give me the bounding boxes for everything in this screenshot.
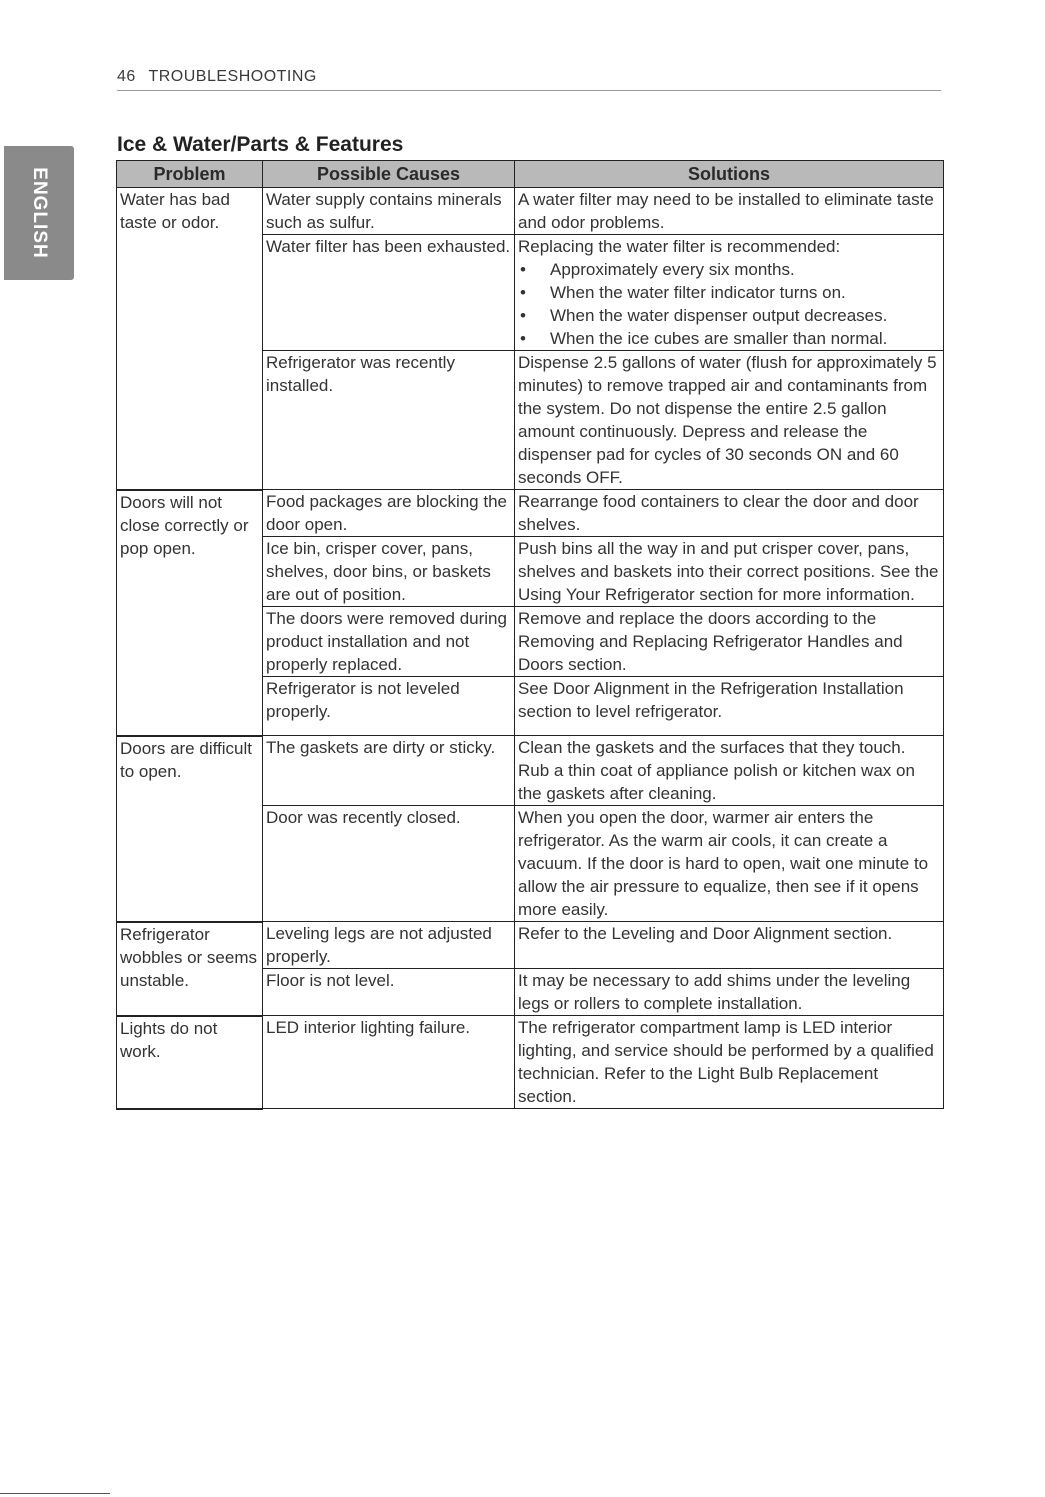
solution-cell [515, 235, 944, 351]
solution-cell: See Door Alignment in the Refrigeration Installation section to level refrigerator. [515, 677, 944, 736]
footer-rule [0, 1493, 110, 1494]
cause-cell: Refrigerator was recently installed. [263, 351, 515, 490]
column-header-causes: Possible Causes [263, 161, 515, 188]
solution-cell: Remove and replace the doors according to the Removing and Replacing Refrigerator Handles and Doors section. [515, 607, 944, 677]
problem-cell: Lights do not work. [117, 1016, 263, 1109]
bullet-item [518, 281, 941, 304]
table-row [117, 188, 944, 235]
cause-cell: Food packages are blocking the door open. [263, 490, 515, 537]
section-name: TROUBLESHOOTING [148, 68, 317, 85]
bullet-item [518, 258, 941, 281]
cause-cell: LED interior lighting failure. [263, 1016, 515, 1109]
solution-cell: Clean the gaskets and the surfaces that they touch. Rub a thin coat of appliance polish or kitchen wax on the gaskets after cleaning. [515, 736, 944, 806]
solution-intro: Replacing the water filter is recommended: [518, 237, 841, 256]
problem-cell: Water has bad taste or odor. [117, 188, 263, 490]
solution-cell: A water filter may need to be installed to eliminate taste and odor problems. [515, 188, 944, 235]
language-tab-label: ENGLISH [29, 167, 50, 259]
cause-cell: Floor is not level. [263, 969, 515, 1016]
bullet-icon: • [520, 260, 526, 279]
solution-cell: It may be necessary to add shims under the leveling legs or rollers to complete installation. [515, 969, 944, 1016]
problem-cell: Refrigerator wobbles or seems unstable. [117, 922, 263, 1016]
bullet-item [518, 327, 941, 350]
table-row [117, 1016, 944, 1109]
bullet-icon: • [520, 306, 526, 325]
bullet-icon: • [520, 329, 526, 348]
solution-cell: Push bins all the way in and put crisper cover, pans, shelves and baskets into their correct positions. See the Using Your Refrigerator section for more information. [515, 537, 944, 607]
column-header-solutions: Solutions [515, 161, 944, 188]
solution-cell: When you open the door, warmer air enters the refrigerator. As the warm air cools, it can create a vacuum. If the door is hard to open, wait one minute to allow the air pressure to equalize, then see if it opens more easily. [515, 806, 944, 922]
cause-cell: The gaskets are dirty or sticky. [263, 736, 515, 806]
bullet-item [518, 304, 941, 327]
solution-cell: The refrigerator compartment lamp is LED interior lighting, and service should be performed by a qualified technician. Refer to the Light Bulb Replacement section. [515, 1016, 944, 1109]
table-row [117, 736, 944, 806]
solution-cell: Dispense 2.5 gallons of water (flush for approximately 5 minutes) to remove trapped air and contaminants from the system. Do not dispense the entire 2.5 gallon amount continuously. Depress and release the dispenser pad for cycles of 30 seconds ON and 60 seconds OFF. [515, 351, 944, 490]
cause-cell: Water filter has been exhausted. [263, 235, 515, 351]
troubleshooting-table [116, 160, 944, 1110]
section-title: Ice & Water/Parts & Features [117, 133, 404, 156]
cause-cell: Leveling legs are not adjusted properly. [263, 922, 515, 969]
cause-cell: Door was recently closed. [263, 806, 515, 922]
bullet-icon: • [520, 283, 526, 302]
bullet-text: When the water dispenser output decreases. [550, 306, 888, 325]
page-header [117, 68, 941, 91]
cause-cell: The doors were removed during product installation and not properly replaced. [263, 607, 515, 677]
column-header-problem: Problem [117, 161, 263, 188]
cause-cell: Refrigerator is not leveled properly. [263, 677, 515, 736]
table-row [117, 922, 944, 969]
language-tab [4, 146, 74, 280]
cause-cell: Ice bin, crisper cover, pans, shelves, door bins, or baskets are out of position. [263, 537, 515, 607]
bullet-text: When the ice cubes are smaller than normal. [550, 329, 888, 348]
bullet-text: When the water filter indicator turns on. [550, 283, 846, 302]
problem-cell: Doors will not close correctly or pop open. [117, 490, 263, 736]
solution-cell: Refer to the Leveling and Door Alignment section. [515, 922, 944, 969]
page-number: 46 [117, 68, 136, 85]
solution-cell: Rearrange food containers to clear the door and door shelves. [515, 490, 944, 537]
table-row [117, 490, 944, 537]
bullet-text: Approximately every six months. [550, 260, 795, 279]
cause-cell: Water supply contains minerals such as sulfur. [263, 188, 515, 235]
table-header-row [117, 161, 944, 188]
problem-cell: Doors are difficult to open. [117, 736, 263, 922]
